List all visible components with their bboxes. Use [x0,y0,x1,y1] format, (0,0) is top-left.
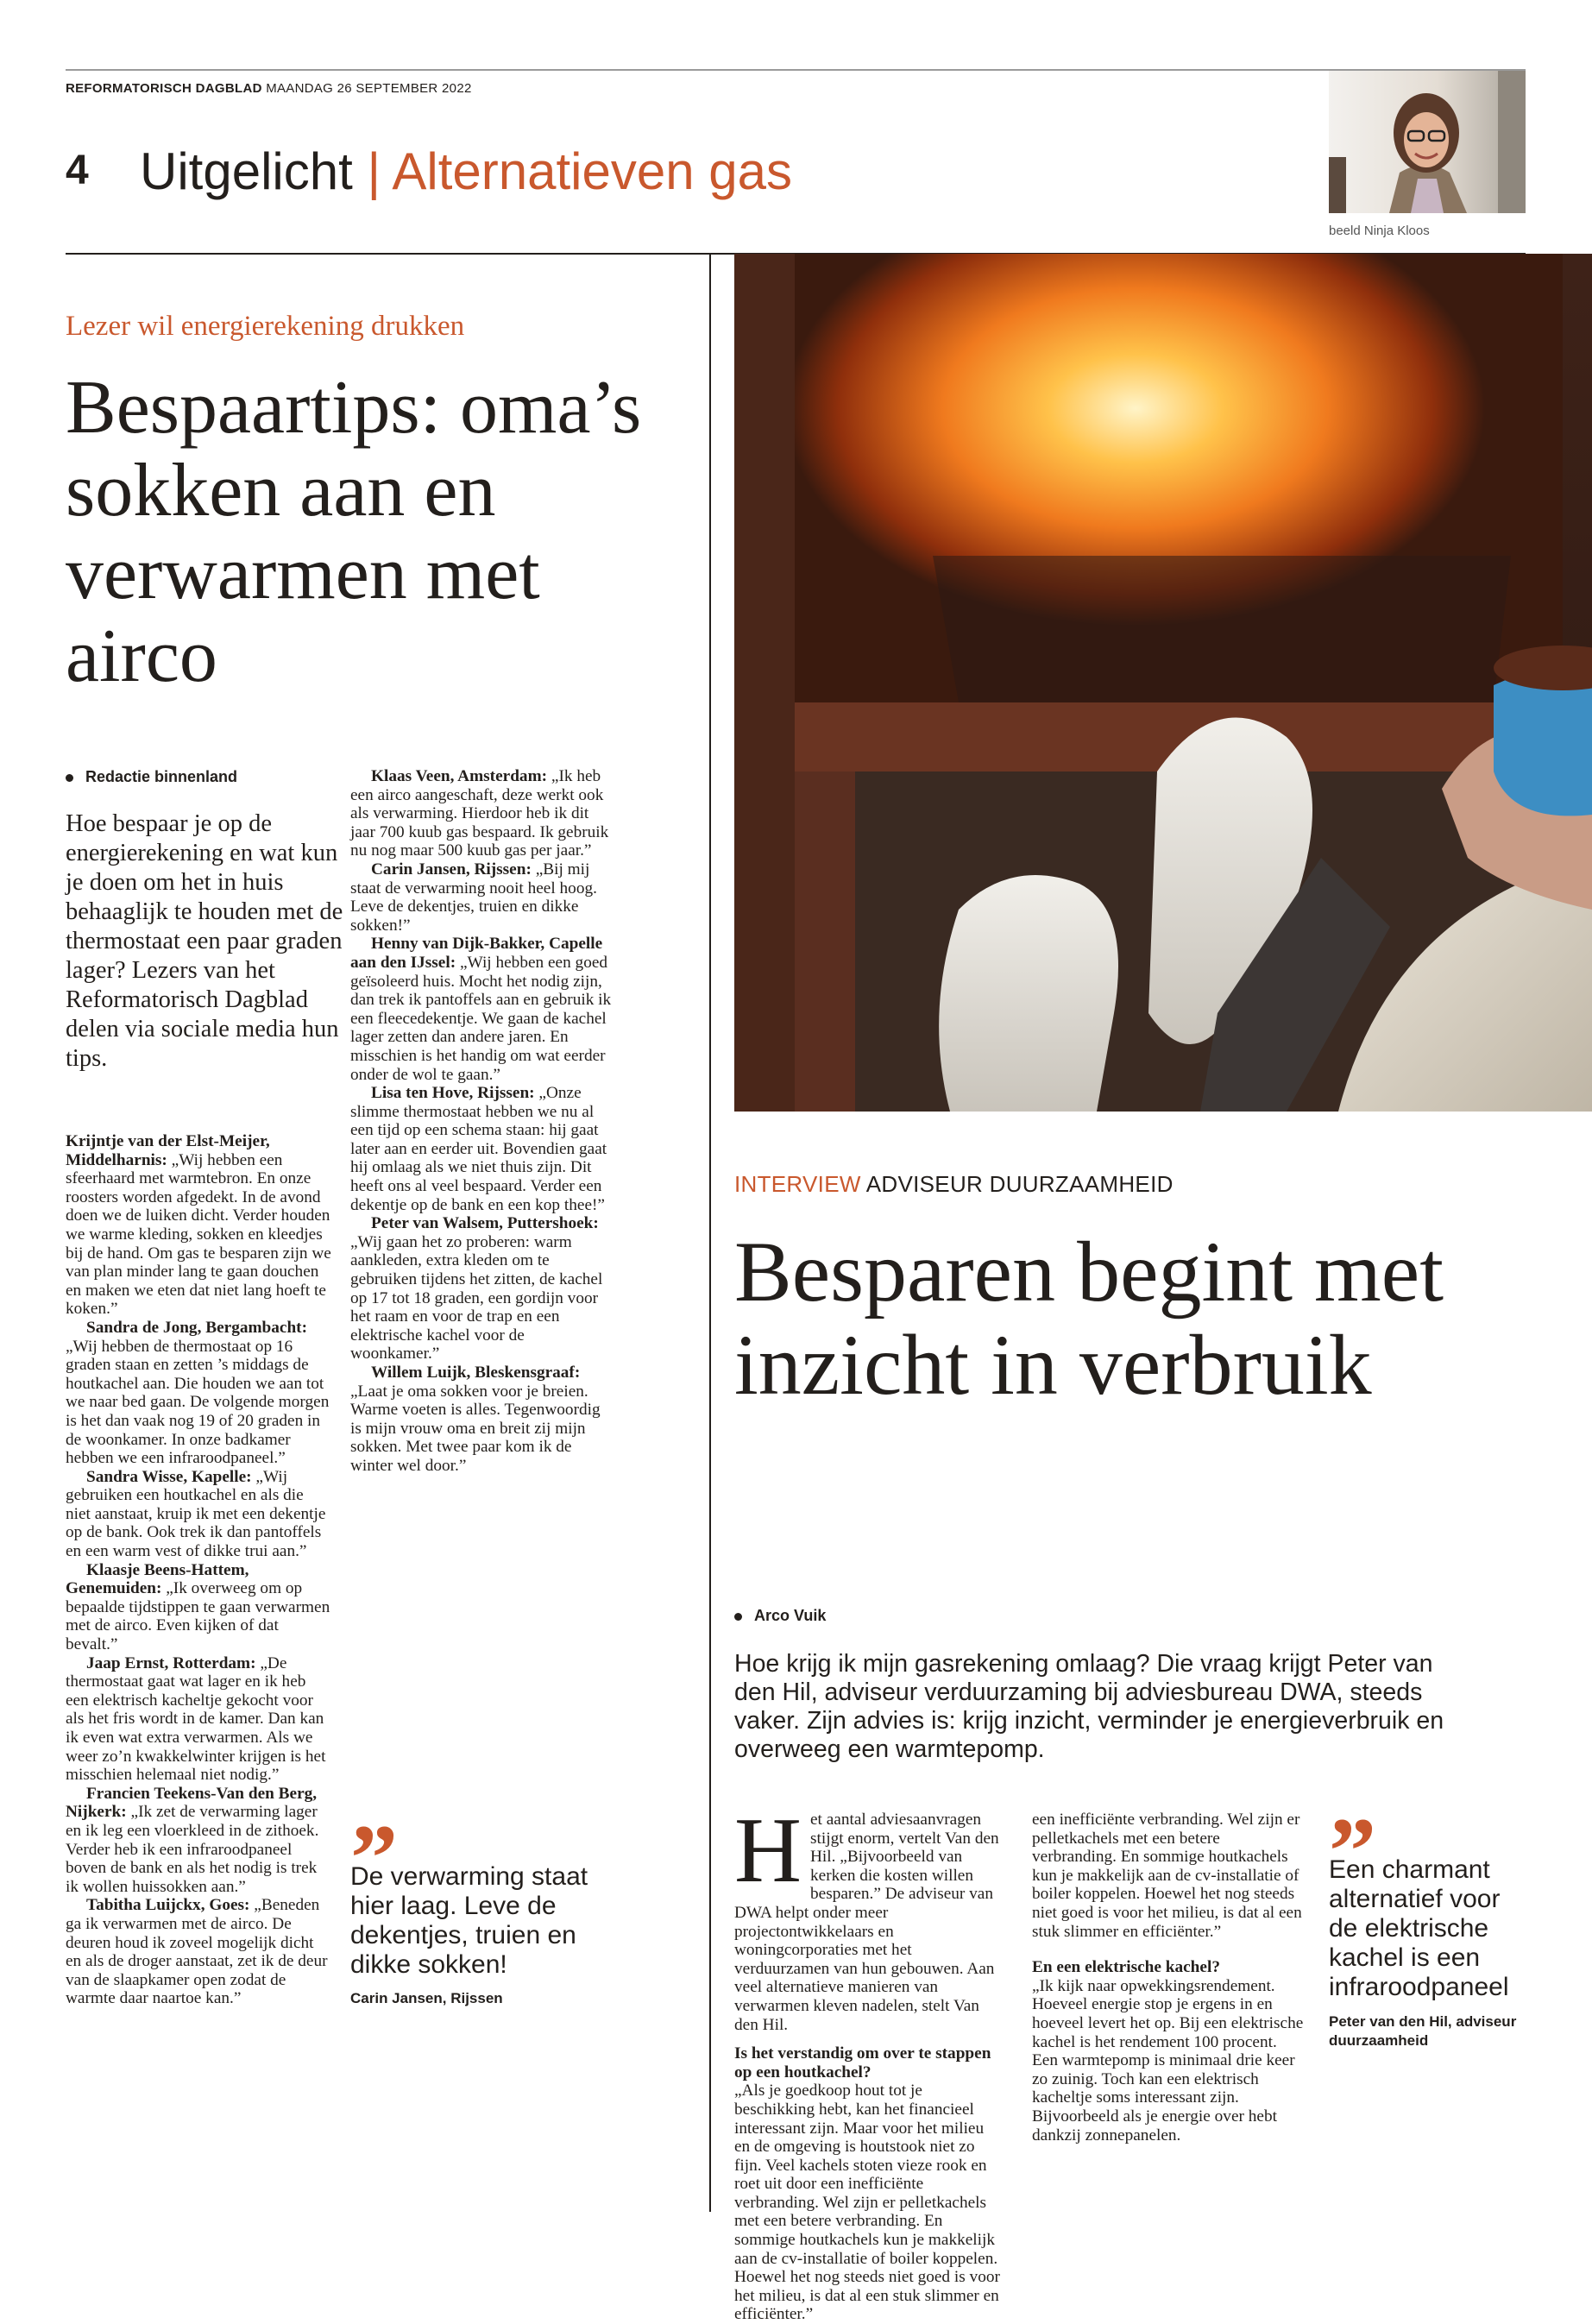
interview-answer: „Als je goedkoop hout tot je beschikking hebt, kan het financieel interessant zijn. Maar voor het milieu en de omgeving is houtstook niet zo fijn. Veel kachels stoten vieze rook en roet uit door een inefficiënte verbranding. Wel zijn er pelletkachels met een betere verbranding. En sommige houtkachels kun je makkelijk aan de cv-installatie of boiler koppelen. Hoewel het nog steeds niet goed is voor het milieu, is dat al een stuk slimmer en efficiënter.” [734,2082,1000,2324]
quote-marks-icon: ” [1329,1798,1376,1904]
kicker-label: INTERVIEW [734,1171,861,1197]
byline-right-text: Arco Vuik [754,1607,827,1624]
byline-bullet [734,1613,742,1621]
paper-dateline [66,81,472,96]
reader-tip: Willem Luijk, Bleskensgraaf: „Laat je oma sokken voor je breien. Warme voeten is alles. Tegenwoordig is mijn vrouw oma en breit zij mijn sokken. Met twee paar kom ik de winter wel door.” [350,1364,601,1475]
reader-tip: Klaasje Beens-Hattem, Genemuiden: „Ik overweeg om op bepaalde tijdstippen te gaan verwarmen met de airco. Even kijken of dat bevalt.” [66,1560,330,1654]
headline-left: Bespaartips: oma’s sokken aan en verwarmen met airco [66,366,642,698]
interview-paragraph: Het aantal adviesaanvragen stijgt enorm, vertelt Van den Hil. „Bijvoorbeeld van kerken die kosten willen besparen.” De adviseur van DWA helpt onder meer projectontwikkelaars en woningcorporaties met het verduurzamen van hun gebouwen. Aan veel alternatieve manieren van verwarmen kleven nadelen, stelt Van den Hil. [734,1799,999,2034]
photo-credit: beeld Ninja Kloos [1329,224,1430,238]
reader-tip: Tabitha Luijckx, Goes: „Beneden ga ik verwarmen met de airco. De deuren houd ik zoveel mogelijk dicht en als de droger aanstaat, zet ik de deur van de slaapkamer open zodat de warmte daar naartoe kan.” [66,1896,328,2008]
issue-date: MAANDAG 26 SEPTEMBER 2022 [266,81,472,96]
headline-right: Besparen begint met inzicht in verbruik [734,1224,1444,1413]
kicker-right [734,1171,1174,1198]
reader-tip: Peter van Walsem, Puttershoek: „Wij gaan het zo proberen: warm aankleden, extra kleden om te gebruiken tijdens het zitten, de kachel op 17 tot 18 graden, een gordijn voor het raam en voor de trap en een elektrische kachel voor de woonkamer.” [350,1214,603,1364]
byline-left [66,768,237,786]
reader-tips-column-2 [350,767,614,1476]
reader-tip: Krijntje van der Elst-Meijer, Middelharnis: „Wij hebben een sfeerhaard met warmtebron. En onze roosters worden afgedekt. In de avond doen we de luiken dicht. Verder houden we warme kleding, sokken en kleedjes bij de hand. Om gas te besparen zijn we van plan minder lang te gaan douchen en maken we eten dat niet lang hoeft te koken.” [66,1132,331,1319]
interview-answer: „Ik kijk naar opwekkingsrendement. Hoeveel energie stop je ergens in en hoeveel levert het op. Bij een elektrische kachel is het rendement 100 procent. Een warmtepomp is minimaal drie keer zo zuinig. Toch kan een elektrisch kacheltje soms interessant zijn. Bijvoorbeeld als je energie over hebt dankzij zonnepanelen. [1032,1976,1304,2145]
reader-tip: Henny van Dijk-Bakker, Capelle aan den IJssel: „Wij hebben een goed geïsoleerd huis. Mocht het nodig zijn, dan trek ik pantoffels aan en gebruik ik een fleecedekentje. We gaan de kachel lager zetten dan andere jaren. En misschien is het handig om wat eerder onder de wol te gaan.” [350,935,612,1084]
reader-tip: Sandra Wisse, Kapelle: „Wij gebruiken een houtkachel en als die niet aanstaat, kruip ik met een dekentje op de bank. Ook trek ik dan pantoffels en een warm vest of dikke trui aan.” [66,1467,326,1561]
kicker-left: Lezer wil energierekening drukken [66,311,465,342]
fireplace-socks-photo [734,254,1592,1112]
column-divider [709,253,711,2212]
section-separator: | [367,142,381,200]
pull-quote-text: De verwarming staat hier laag. Leve de dekentjes, truien en dikke sokken! [350,1862,588,1979]
reader-tip: Jaap Ernst, Rotterdam: „De thermostaat gaat wat lager en ik heb een elektrisch kacheltje gekocht voor als het fris wordt in de kamer. Dan kan ik even wat extra verwarmen. Als we weer zo’n kwakkelwinter krijgen is het misschien helemaal niet nodig.” [66,1653,326,1785]
section-name: Uitgelicht [140,142,353,200]
drop-cap: H [734,1799,802,1902]
interview-question: En een elektrische kachel? [1032,1958,1220,1977]
pull-quote-right [1329,1798,1536,2050]
section-header [140,142,792,201]
intro-right: Hoe krijg ik mijn gasrekening omlaag? Die vraag krijgt Peter van den Hil, adviseur verduurzaming bij adviesbureau DWA, steeds vaker. Zijn advies is: krijg inzicht, verminder je energieverbruik en overweeg een warmtepomp. [734,1650,1444,1763]
byline-left-text: Redactie binnenland [85,768,238,785]
reader-tip: Klaas Veen, Amsterdam: „Ik heb een airco aangeschaft, deze werkt ook als verwarming. Hierdoor heb ik dit jaar 700 kuub gas bespaard. Ik gebruik nu nog maar 500 kuub gas per jaar.” [350,767,609,860]
pull-quote-attribution: Carin Jansen, Rijssen [350,1990,503,2006]
reader-tip: Francien Teekens-Van den Berg, Nijkerk: „Ik zet de verwarming lager en ik leg een vloerkleed in de zithoek. Verder heb ik een infraroodpaneel boven de bank en als het nodig is trek ik wollen huissokken aan.” [66,1784,319,1896]
reader-tip: Lisa ten Hove, Rijssen: „Onze slimme thermostaat hebben we nu al een tijd op een schema staan: hij gaat later aan en eerder uit. Bovendien gaat hij omlaag als we niet thuis zijn. Dit heeft ons al veel bespaard. Verder een dekentje op de bank en een kop thee!” [350,1084,607,1214]
author-portrait [1329,71,1526,213]
reader-tips-column-1 [66,1132,331,2008]
byline-right [734,1607,826,1625]
pull-quote-left [350,1805,609,2007]
kicker-topic: ADVISEUR DUURZAAMHEID [865,1171,1174,1197]
intro-left: Hoe bespaar je op de energierekening en wat kun je doen om het in huis behaaglijk te houden met de thermostaat een paar graden lager? Lezers van het Reformatorisch Dagblad delen via sociale media hun tips. [66,810,343,1072]
reader-tip: Sandra de Jong, Bergambacht: „Wij hebben de thermostaat op 16 graden staan en zetten ’s middags de houtkachel aan. Die houden we aan tot we naar bed gaan. De volgende morgen is het dan vaak nog 19 of 20 graden in de woonkamer. In onze badkamer hebben we een infraroodpaneel.” [66,1318,330,1468]
quote-marks-icon: ” [350,1805,398,1911]
page-number: 4 [66,148,89,193]
interview-column-2 [1032,1811,1305,2145]
subsection-name: Alternatieven gas [392,142,793,200]
pull-quote-attribution: Peter van den Hil, adviseur duurzaamheid [1329,2013,1517,2049]
byline-bullet [66,774,73,782]
interview-answer-continued: een inefficiënte verbranding. Wel zijn er pelletkachels met een betere verbranding. En sommige houtkachels kun je makkelijk aan de cv-installatie of boiler koppelen. Hoewel het nog steeds niet goed is voor het milieu, is dat al een stuk slimmer en efficiënter.” [1032,1811,1302,1941]
paper-name: REFORMATORISCH DAGBLAD [66,81,262,96]
top-rule [66,69,1526,71]
reader-tip: Carin Jansen, Rijssen: „Bij mij staat de verwarming nooit heel hoog. Leve de dekentjes, truien en dikke sokken!” [350,860,597,935]
interview-question: Is het verstandig om over te stappen op een houtkachel? [734,2044,991,2082]
interview-column-1 [734,1799,1004,2324]
pull-quote-text: Een charmant alternatief voor de elektrische kachel is een infraroodpaneel [1329,1855,1509,2001]
